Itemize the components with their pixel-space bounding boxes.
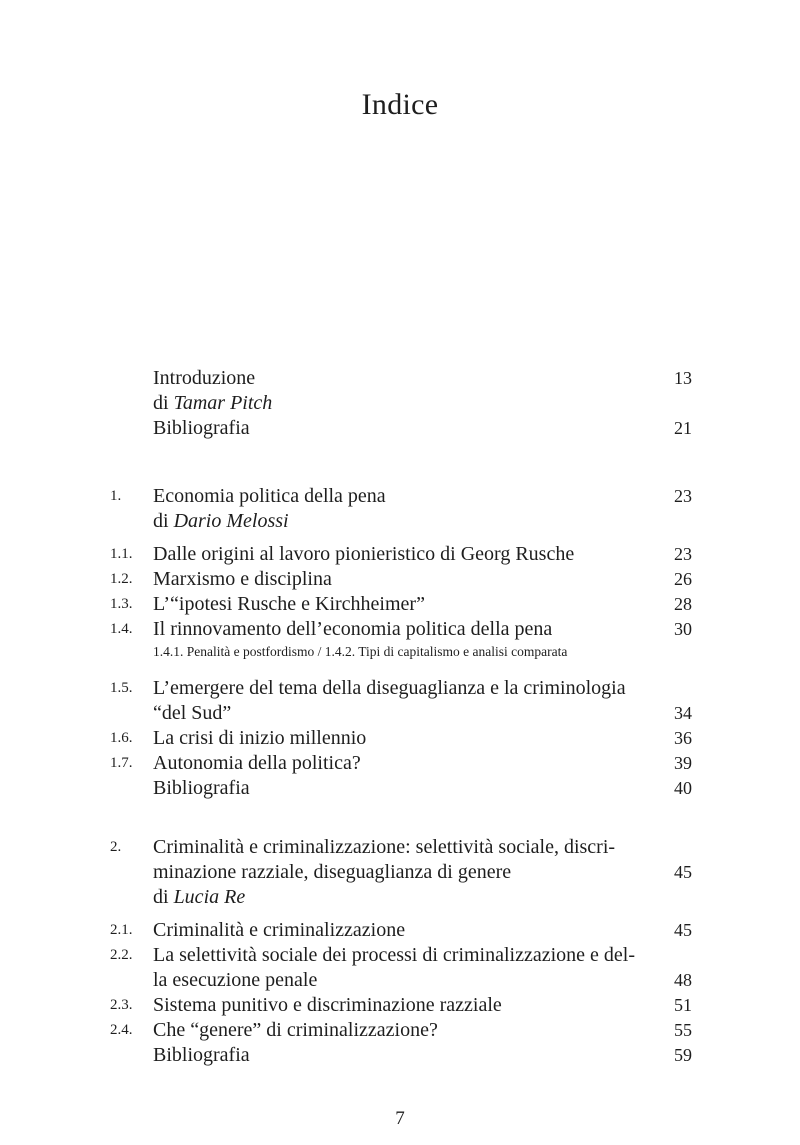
section-title: Marxismo e disciplina	[153, 568, 332, 590]
section-page: 45	[674, 920, 692, 940]
section-page: 48	[674, 970, 692, 990]
section-page: 26	[674, 569, 692, 589]
section-number: 2.3.	[110, 997, 133, 1013]
page-title: Indice	[361, 88, 439, 121]
section-title: Sistema punitivo e discriminazione razziale	[153, 994, 502, 1016]
section-title: L’“ipotesi Rusche e Kirchheimer”	[153, 593, 425, 615]
section-title: L’emergere del tema della diseguaglianza e la criminologia	[153, 677, 626, 699]
chapter-2-author-line	[153, 884, 245, 910]
chapter-2-title-continued: minazione razziale, diseguaglianza di genere	[153, 861, 512, 883]
chapter-2-author: Lucia Re	[173, 886, 246, 908]
section-title-continued: “del Sud”	[153, 702, 232, 724]
section-page: 34	[674, 703, 692, 723]
section-number: 1.7.	[110, 755, 133, 771]
chapter-1-number: 1.	[110, 488, 122, 504]
section-number: 1.6.	[110, 730, 133, 746]
section-title: Il rinnovamento dell’economia politica della pena	[153, 618, 553, 640]
section-number: 1.5.	[110, 680, 133, 696]
section-number: 2.1.	[110, 922, 133, 938]
section-title: La selettività sociale dei processi di criminalizzazione e del-	[153, 944, 636, 966]
chapter-2-bibliography-page: 59	[674, 1045, 692, 1065]
section-number: 1.4.	[110, 621, 133, 637]
chapter-1-bibliography-page: 40	[674, 778, 692, 798]
intro-page: 13	[674, 368, 692, 388]
section-number: 1.3.	[110, 596, 133, 612]
intro-bibliography-page: 21	[674, 418, 692, 438]
author-prefix: di	[153, 510, 174, 532]
section-number: 1.2.	[110, 571, 133, 587]
section-number: 1.1.	[110, 546, 133, 562]
chapter-2-number: 2.	[110, 839, 122, 855]
section-title: La crisi di inizio millennio	[153, 727, 367, 749]
chapter-1-author-line	[153, 508, 289, 534]
chapter-1-page: 23	[674, 486, 692, 506]
intro-title: Introduzione	[153, 367, 256, 389]
chapter-1-bibliography: Bibliografia	[153, 777, 250, 799]
subsections-list: 1.4.1. Penalità e postfordismo / 1.4.2. Tipi di capitalismo e analisi comparata	[153, 644, 568, 659]
section-number: 2.2.	[110, 947, 133, 963]
section-page: 30	[674, 619, 692, 639]
section-title: Che “genere” di criminalizzazione?	[153, 1019, 438, 1041]
intro-author-line	[153, 390, 272, 416]
section-title: Criminalità e criminalizzazione	[153, 919, 406, 941]
section-page: 36	[674, 728, 692, 748]
section-page: 51	[674, 995, 692, 1015]
chapter-2-page: 45	[674, 862, 692, 882]
section-page: 39	[674, 753, 692, 773]
section-title: Autonomia della politica?	[153, 752, 361, 774]
author-prefix: di	[153, 886, 174, 908]
chapter-1-author: Dario Melossi	[173, 510, 289, 532]
chapter-1-title: Economia politica della pena	[153, 485, 386, 507]
author-prefix: di	[153, 392, 174, 414]
section-title-continued: la esecuzione penale	[153, 969, 318, 991]
section-title: Dalle origini al lavoro pionieristico di Georg Rusche	[153, 543, 575, 565]
chapter-2-title: Criminalità e criminalizzazione: selettività sociale, discri-	[153, 836, 616, 858]
section-page: 23	[674, 544, 692, 564]
intro-bibliography: Bibliografia	[153, 417, 250, 439]
section-page: 28	[674, 594, 692, 614]
section-number: 2.4.	[110, 1022, 133, 1038]
section-page: 55	[674, 1020, 692, 1040]
page-number: 7	[395, 1108, 405, 1129]
chapter-2-bibliography: Bibliografia	[153, 1044, 250, 1066]
intro-author: Tamar Pitch	[173, 392, 273, 414]
